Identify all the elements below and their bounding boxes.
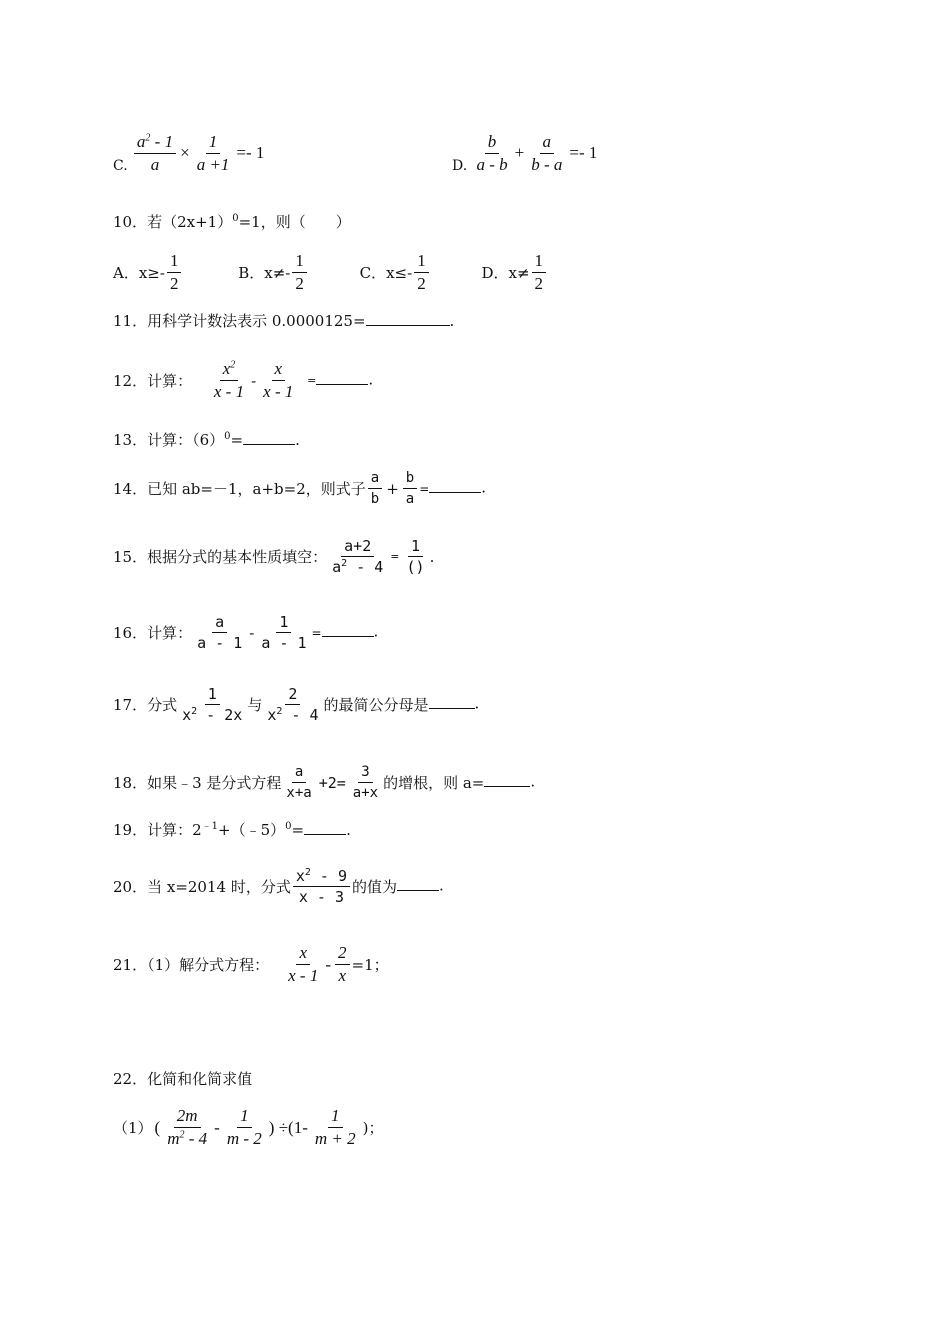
q12: 12．计算： $\frac{x^2}{x - 1}$ - $\frac{x}{x - 1}$ = . — [113, 359, 374, 401]
q22-part-1: （1） ( $\frac{2m}{m^2 - 4}$ - $\frac{1}{m - 2}$ ) ÷(1- $\frac{1}{m + 2}$ )； — [113, 1106, 384, 1148]
q17-fraction-2: $\frac{2}{x^2 - 4}$ — [267, 685, 319, 724]
q14-fraction-2: $\frac{b}{a}$ — [403, 468, 417, 509]
q9-c-label: C. — [113, 158, 128, 174]
q22-fraction-2: $\frac{1}{m - 2}$ — [226, 1106, 262, 1148]
q22-title: 22．化简和化简求值 — [113, 1070, 253, 1088]
q21: 21．（1）解分式方程： $\frac{x}{x - 1}$ - $\frac{2}{x}$ =1； — [113, 943, 389, 985]
q18-fraction-1: $\frac{a}{x+a}$ — [286, 764, 312, 801]
q20-fraction: $\frac{x^2 - 9}{x - 3}$ — [293, 866, 350, 907]
q16-answer-blank[interactable] — [322, 622, 374, 637]
q18-fraction-2: $\frac{3}{a+x}$ — [352, 764, 379, 801]
q18-answer-blank[interactable] — [484, 772, 530, 787]
q22-fraction-3: $\frac{1}{m + 2}$ — [314, 1106, 356, 1148]
q15: 15．根据分式的基本性质填空： $\frac{a+2}{a^2 - 4}$ = $\frac{1}{()}$ . — [113, 537, 435, 576]
q21-fraction-2: $\frac{2}{x}$ — [335, 942, 350, 987]
q9-c-result: =- 1 — [236, 143, 265, 162]
q10-option-c[interactable]: C．x≤- $\frac{1}{2}$ — [360, 263, 436, 281]
q19-answer-blank[interactable] — [304, 820, 346, 835]
q15-fraction-1: $\frac{a+2}{a^2 - 4}$ — [332, 537, 384, 576]
q13: 13．计算：$(6)^0=$ . — [113, 431, 300, 449]
q9-option-c[interactable] — [113, 130, 266, 176]
q17-fraction-1: $\frac{1}{x^2 - 2x}$ — [182, 685, 243, 724]
q10-option-d[interactable]: D．x≠ $\frac{1}{2}$ — [481, 263, 548, 281]
q13-answer-blank[interactable] — [243, 430, 295, 445]
q12-answer-blank[interactable] — [316, 370, 368, 385]
q14-answer-blank[interactable] — [429, 478, 481, 493]
q14-fraction-1: $\frac{a}{b}$ — [368, 468, 382, 509]
q9-c-times: × — [180, 143, 190, 162]
q9-c-fraction-2: $\frac{1}{a +1}$ — [196, 131, 230, 174]
q9-d-fraction-2: $\frac{a}{b - a}$ — [531, 131, 563, 174]
q9-d-fraction-1: $\frac{b}{a - b}$ — [476, 131, 508, 174]
q15-fraction-2: $\frac{1}{()}$ — [406, 537, 425, 576]
q12-fraction-1: $\frac{x^2}{x - 1}$ — [213, 359, 245, 401]
q11: 11．用科学计数法表示 0.0000125= . — [113, 312, 455, 330]
q17-answer-blank[interactable] — [429, 694, 475, 709]
q21-fraction-1: $\frac{x}{x - 1}$ — [288, 943, 319, 985]
q20-answer-blank[interactable] — [397, 876, 439, 891]
q20: 20．当 x=2014 时，分式 $\frac{x^2 - 9}{x - 3}$ 的值为 . — [113, 867, 444, 906]
q16-fraction-2: $\frac{1}{a - 1}$ — [261, 613, 307, 652]
q10-option-b[interactable]: B．x≠- $\frac{1}{2}$ — [238, 263, 313, 281]
q19: 19．计算：$2^{﹣1}+(﹣5)^0=$ . — [113, 821, 351, 839]
q9-d-result: =- 1 — [569, 143, 598, 162]
q22-fraction-1: $\frac{2m}{m^2 - 4}$ — [167, 1106, 208, 1148]
q14: 14．已知 ab=－1，a+b=2，则式子 $\frac{a}{b}$ + $\frac{b}{a}$ = . — [113, 470, 487, 507]
q10-stem: 10．若$(2x+1)^0=1$，则（ ） — [113, 213, 351, 231]
q12-fraction-2: $\frac{x}{x - 1}$ — [263, 359, 294, 401]
q9-option-d[interactable] — [452, 130, 599, 176]
q16-fraction-1: $\frac{a}{a - 1}$ — [197, 613, 243, 652]
q9-d-label: D. — [452, 158, 468, 174]
q9-d-plus: + — [514, 143, 525, 162]
q17: 17．分式 $\frac{1}{x^2 - 2x}$ 与 $\frac{2}{x^2 - 4}$ 的最简公分母是 . — [113, 685, 480, 724]
q10-option-a[interactable]: A．x≥- $\frac{1}{2}$ — [113, 263, 188, 281]
q9-c-fraction-1: $\frac{a^2 - 1}{a}$ — [134, 131, 176, 176]
q10-options — [113, 250, 548, 295]
q18: 18．如果﹣3 是分式方程 $\frac{a}{x+a}$ +2= $\frac{3}{a+x}$ 的增根，则 a= . — [113, 764, 536, 801]
q11-answer-blank[interactable] — [366, 311, 450, 326]
q16: 16．计算： $\frac{a}{a - 1}$ - $\frac{1}{a - 1}$ = . — [113, 613, 379, 652]
